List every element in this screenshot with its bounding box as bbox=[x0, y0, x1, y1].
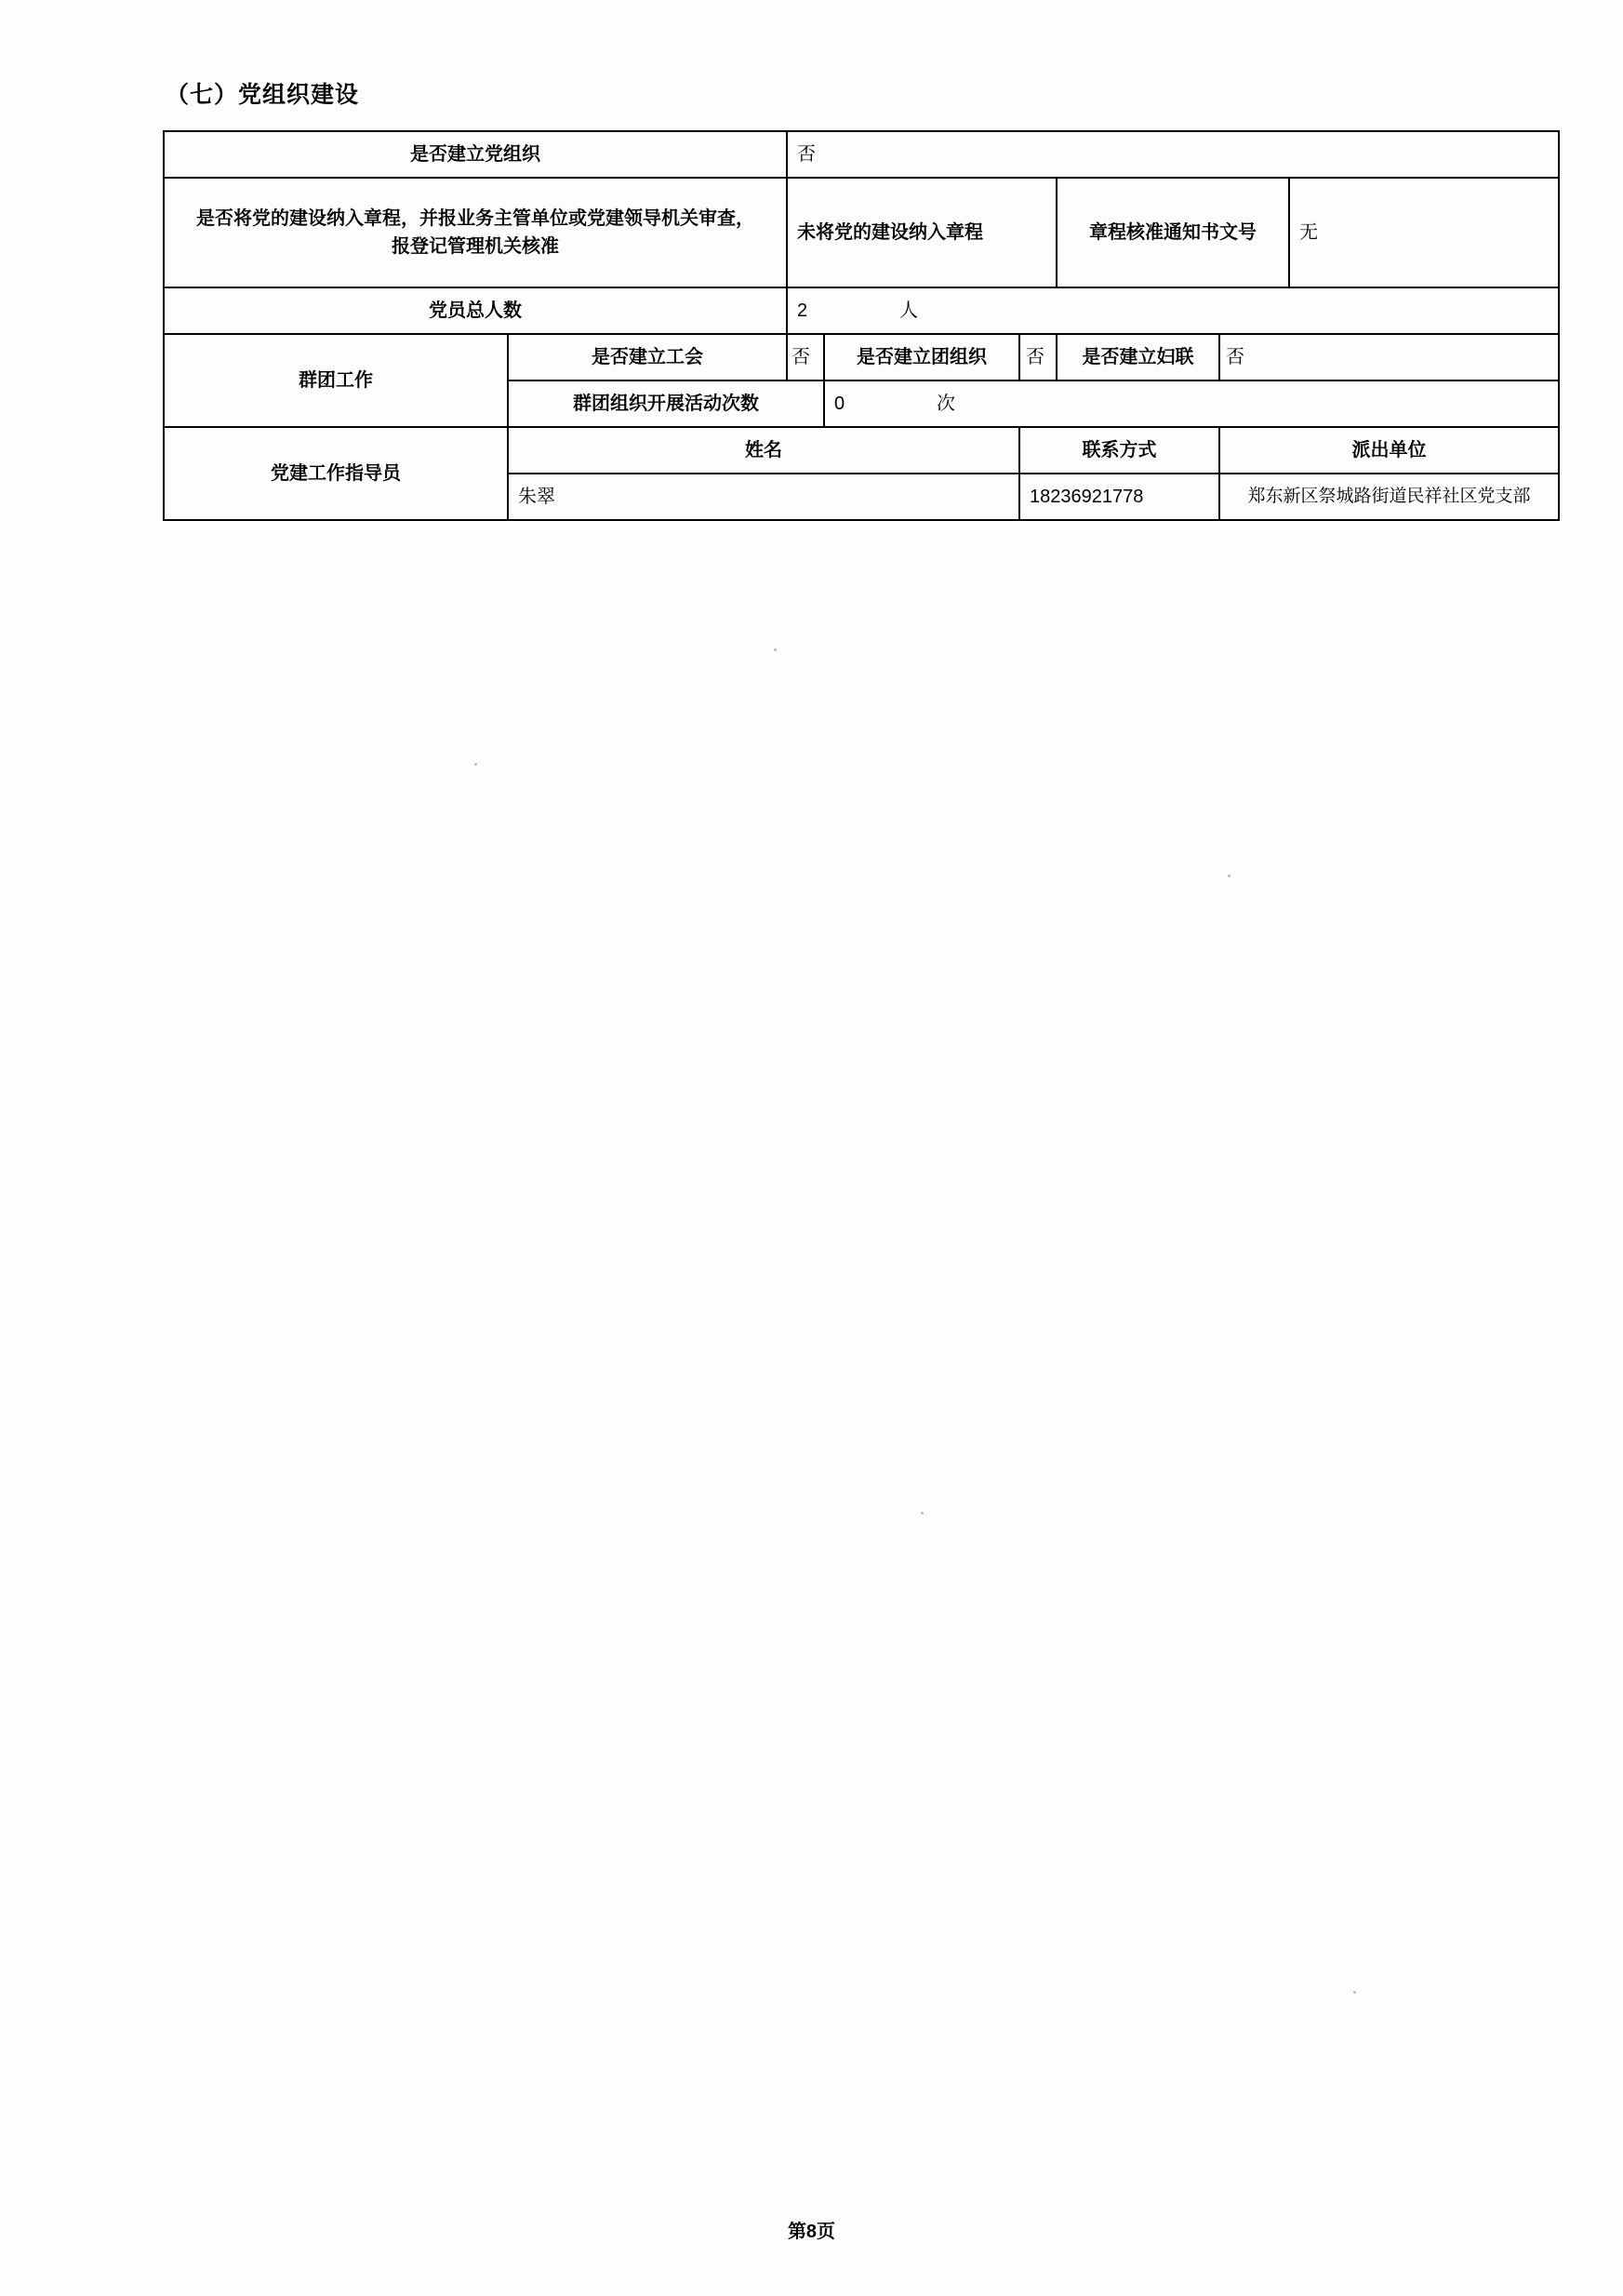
value-union-established: 否 bbox=[787, 334, 824, 380]
label-mass-organization-work: 群团工作 bbox=[164, 334, 508, 427]
scan-speck bbox=[921, 1512, 924, 1515]
value-youth-league-established: 否 bbox=[1019, 334, 1057, 380]
unit-activity-count: 次 bbox=[937, 394, 955, 414]
header-instructor-unit: 派出单位 bbox=[1219, 427, 1559, 474]
table-row bbox=[164, 178, 1559, 287]
page-number: 第8页 bbox=[787, 2222, 836, 2242]
value-total-members: 2 bbox=[797, 300, 808, 321]
value-instructor-name: 朱翠 bbox=[508, 474, 1019, 520]
table-row bbox=[164, 131, 1559, 178]
scan-speck bbox=[1353, 1991, 1356, 1994]
table-row bbox=[164, 427, 1559, 474]
label-total-members: 党员总人数 bbox=[164, 287, 787, 334]
table-row bbox=[164, 287, 1559, 334]
scan-speck bbox=[774, 648, 777, 651]
value-instructor-contact: 18236921778 bbox=[1019, 474, 1219, 520]
label-youth-league-established: 是否建立团组织 bbox=[824, 334, 1019, 380]
value-activity-count: 0 bbox=[834, 394, 845, 414]
value-party-org-established: 否 bbox=[787, 131, 1559, 178]
value-charter-inclusion: 未将党的建设纳入章程 bbox=[787, 178, 1057, 287]
value-activity-count-cell bbox=[824, 380, 1559, 427]
scan-speck bbox=[474, 763, 477, 766]
label-party-org-established: 是否建立党组织 bbox=[164, 131, 787, 178]
label-charter-inclusion: 是否将党的建设纳入章程，并报业务主管单位或党建领导机关审查，报登记管理机关核准 bbox=[164, 178, 787, 287]
label-union-established: 是否建立工会 bbox=[508, 334, 787, 380]
value-instructor-unit: 郑东新区祭城路街道民祥社区党支部 bbox=[1219, 474, 1559, 520]
value-womens-federation-established: 否 bbox=[1219, 334, 1559, 380]
label-charter-approval-doc: 章程核准通知书文号 bbox=[1057, 178, 1289, 287]
value-total-members-cell bbox=[787, 287, 1559, 334]
header-instructor-contact: 联系方式 bbox=[1019, 427, 1219, 474]
label-activity-count: 群团组织开展活动次数 bbox=[508, 380, 824, 427]
table-row bbox=[164, 334, 1559, 380]
party-organization-table bbox=[163, 130, 1560, 521]
label-womens-federation-established: 是否建立妇联 bbox=[1057, 334, 1219, 380]
unit-total-members: 人 bbox=[899, 300, 918, 321]
header-instructor-name: 姓名 bbox=[508, 427, 1019, 474]
page-title: （七）党组织建设 bbox=[166, 82, 360, 108]
value-charter-approval-doc: 无 bbox=[1289, 178, 1559, 287]
label-party-building-instructor: 党建工作指导员 bbox=[164, 427, 508, 520]
scan-speck bbox=[1228, 874, 1231, 877]
